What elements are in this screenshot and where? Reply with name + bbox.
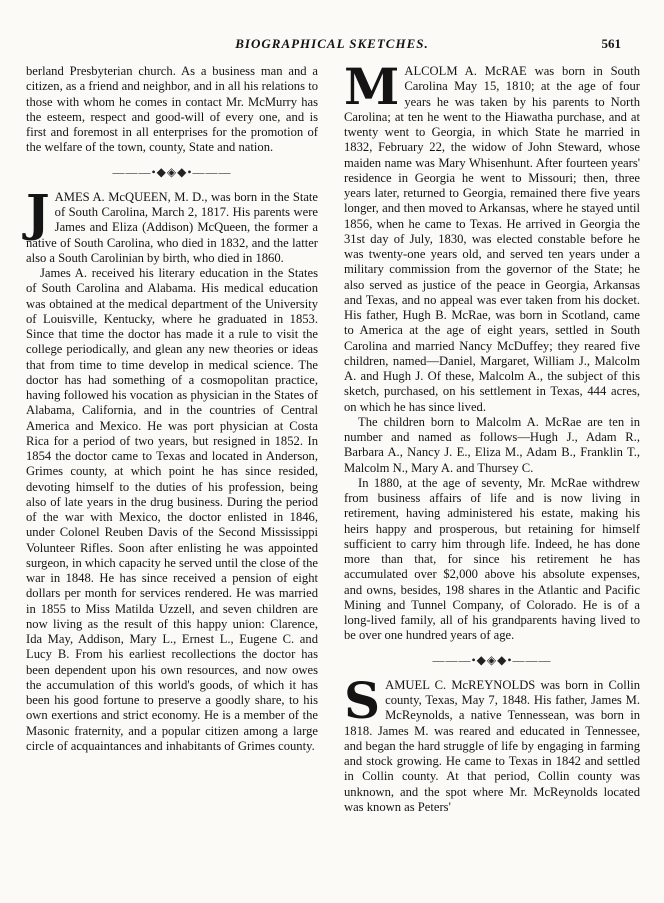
right-column [344, 57, 640, 815]
mcrae-paragraph-2: The children born to Malcolm A. McRae are ten in number and named as follows—Hugh J., Adam R., Barbara A., Nancy J. E., Eliza M., Adam B., Franklin T., Malcolm N., Mary A. and Thursey C. [344, 414, 640, 475]
mcqueen-sketch [26, 182, 318, 754]
mcreynolds-paragraph-1 [344, 670, 640, 815]
left-column [26, 64, 318, 754]
page-header [0, 36, 664, 56]
mcqueen-paragraph-2: James A. received his literary education in the States of South Carolina and Alabama. His medical education was obtained at the medical department of the University of Louisville, Kentucky, where he graduated in 1853. Since that time the doctor has made it a rule to visit the college periodically, and glean any new theories or ideas that from time to time develop in medical science. The doctor has had something of a cosmopolitan practice, having followed his vocation as physician in the States of Alabama, California, and in the countries of Central America and Mexico. He was port physician at Costa Rica for a period of two years, but resigned in 1852. In 1854 the doctor came to Texas and located in Anderson, Grimes county, at which point he has since resided, devoting himself to the duties of his profession, being also of late years in the drug business. During the period of the war with Mexico, the doctor enlisted in 1846, under Colonel Reuben Davis of the Second Mississippi Volunteer Rifles. Soon after enlisting he was appointed surgeon, in which capacity he served until the close of the war in 1848. He has since received a pension of eight dollars per month for services rendered. He was married in 1855 to Miss Matilda Uzzell, and seven children are now living as the result of this happy union: Clarence, Ida May, Addison, Mary L., Ernest L., Eugene C. and Lucy B. From his earliest recollections the doctor has been dependent upon his own resources, and now owes the accumulation of this world's goods, of which it has been his good fortune to preserve a goodly share, to his own exertions and strict economy. He is a member of the Masonic fraternity, and a popular citizen among a large circle of acquaintances and inhabitants of Grimes county. [26, 266, 318, 753]
mcreynolds-text-1: AMUEL C. McREYNOLDS was born in Collin county, Texas, May 7, 1848. His father, James M. McReynolds, a native Tennessean, was born in 1818. James M. was reared and educated in Tennessee, and began the hard struggle of life by engaging in farming and stock growing. He came to Texas in 1842 and settled in Collin county. At that period, Collin county was unknown, and the spot where Mr. McReynolds located was known as Peters' [344, 677, 640, 814]
mcreynolds-sketch [344, 670, 640, 815]
mcqueen-paragraph-1 [26, 182, 318, 266]
dropcap-s: S [344, 670, 381, 730]
dropcap-j: J [26, 182, 50, 242]
mcrae-paragraph-1 [344, 57, 640, 415]
running-title: BIOGRAPHICAL SKETCHES. [235, 36, 429, 51]
section-divider-ornament: ———•◆◈◆•——— [112, 164, 232, 179]
mcqueen-text-1: AMES A. McQUEEN, M. D., was born in the State of South Carolina, March 2, 1817. His parents were James and Eliza (Addison) McQueen, the former a native of South Carolina, who died in 1832, and the latter also a South Carolinian by birth, who died in 1860. [26, 189, 318, 265]
mcrae-paragraph-3: In 1880, at the age of seventy, Mr. McRae withdrew from business affairs of life and is now living in retirement, having administered his estate, making his heirs happy and prosperous, but retaining for himself sufficient to carry him through life. Indeed, he has done more than that, for since his retirement he has accumulated over $2,000 above his absolute expenses, and owns, besides, 198 shares in the Atlantic and Pacific Mining and Tunnel Company, of Colorado. He is of a long-lived family, all of his grandparents having lived to be over one hundred years of age. [344, 475, 640, 643]
mcrae-text-1: ALCOLM A. McRAE was born in South Carolina May 15, 1810; at the age of four years he was taken by his parents to North Carolina; at ten he went to the Hiawatha purchase, and at twenty went to Georgia, in which State he married in 1832, February 22, the widow of John Steward, whose maiden name was Mary Whisenhunt. After fourteen years' residence in Georgia he went to Missouri; then, three years later, returned to Georgia, remained there five years longer, and then moved to Arkansas, where he stayed until 1856, when he came to Texas. He arrived in Georgia the 31st day of July, 1830, was elected constable before he was twenty-one years old, and served ten years under a military commission from the governor of the State; he also served as justice of the peace in Georgia, Arkansas and Texas, and no appeal was ever taken from his docket. His father, Hugh B. McRae, was born in Scotland, came to America at the age of eight years, settled in South Carolina and married Nancy McDuffey; they reared five children, named—Daniel, Margaret, William J., Malcolm A. and Hugh J. Of these, Malcolm A., the subject of this sketch, purchased, on his settlement in Texas, 444 acres, on which he has since lived. [344, 64, 640, 414]
mcrae-sketch [344, 57, 640, 644]
intro-paragraph: berland Presbyterian church. As a business man and a citizen, as a friend and neighbor, and in all his relations to those with whom he comes in contact Mr. McMurry has the esteem, respect and good-will of every one, and is first and foremost in all enterprises for the promotion of the welfare of the town, county, State and nation. [26, 64, 318, 155]
dropcap-m: M [344, 57, 400, 116]
section-divider-ornament: ———•◆◈◆•——— [432, 652, 552, 667]
page-number: 561 [601, 36, 621, 51]
